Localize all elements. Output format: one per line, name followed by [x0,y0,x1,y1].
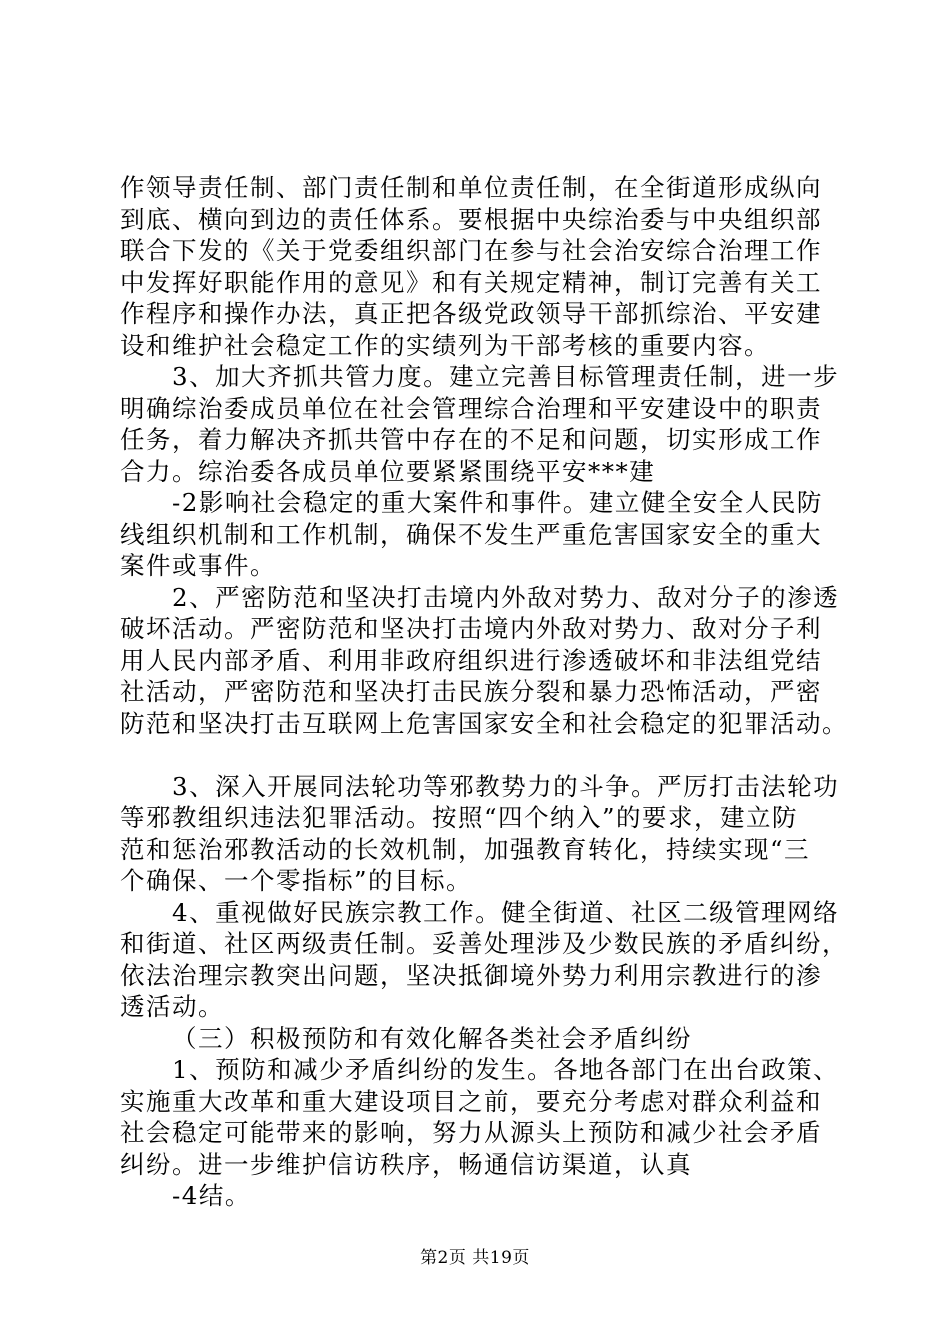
text-line: 中发挥好职能作用的意见》和有关规定精神，制订完善有关工 [120,267,822,297]
text-line: 依法治理宗教突出问题，坚决抵御境外势力利用宗教进行的渗 [120,960,822,990]
text-line: 破坏活动。严密防范和坚决打击境内外敌对势力、敌对分子利 [120,614,822,643]
blank-line [120,739,840,771]
document-body [120,172,848,1212]
text-line: 明确综治委成员单位在社会管理综合治理和平安建设中的职责 [120,393,822,423]
text-line: 等邪教组织违法犯罪活动。按照“四个纳入”的要求，建立防 [120,803,799,832]
text-line: 用人民内部矛盾、利用非政府组织进行渗透破坏和非法组党结 [120,645,822,675]
text-line: 设和维护社会稳定工作的实绩列为干部考核的重要内容。 [120,330,770,360]
text-line: 案件或事件。 [120,551,276,580]
text-line: 社活动，严密防范和坚决打击民族分裂和暴力恐怖活动，严密 [120,677,822,706]
text-line: 合力。综治委各成员单位要紧紧围绕平安***建 [120,456,656,486]
text-line: 和街道、社区两级责任制。妥善处理涉及少数民族的矛盾纠纷， [120,929,848,958]
text-line: 3、加大齐抓共管力度。建立完善目标管理责任制，进一步 [172,362,840,391]
text-line: 实施重大改革和重大建设项目之前，要充分考虑对群众利益和 [120,1086,822,1116]
text-line: 纠纷。进一步维护信访秩序，畅通信访渠道，认真 [120,1149,692,1179]
text-line: 防范和坚决打击互联网上危害国家安全和社会稳定的犯罪活动。 [120,708,848,738]
text-line: 线组织机制和工作机制，确保不发生严重危害国家安全的重大 [120,519,822,549]
text-line: 范和惩治邪教活动的长效机制，加强教育转化，持续实现“三 [120,834,811,864]
text-line: 3、深入开展同法轮功等邪教势力的斗争。严厉打击法轮功 [172,771,840,801]
text-line: 任务，着力解决齐抓共管中存在的不足和问题，切实形成工作 [120,425,822,454]
text-line: 社会稳定可能带来的影响，努力从源头上预防和减少社会矛盾 [120,1118,822,1147]
text-line: 联合下发的《关于党委组织部门在参与社会治安综合治理工作 [120,236,822,265]
text-line: 1、预防和减少矛盾纠纷的发生。各地各部门在出台政策、 [172,1055,840,1084]
text-line: 作领导责任制、部门责任制和单位责任制，在全街道形成纵向 [120,173,822,202]
text-line: -4结。 [172,1181,251,1210]
text-line: 4、重视做好民族宗教工作。健全街道、社区二级管理网络 [172,897,840,927]
page-footer: 第2页 共19页 [420,1248,530,1268]
text-line: 透活动。 [120,992,224,1021]
text-line: （三）积极预防和有效化解各类社会矛盾纠纷 [172,1023,692,1053]
text-line: -2影响社会稳定的重大案件和事件。建立健全安全人民防 [172,488,823,517]
text-line: 到底、横向到边的责任体系。要根据中央综治委与中央组织部 [120,204,822,234]
text-line: 2、严密防范和坚决打击境内外敌对势力、敌对分子的渗透 [172,582,840,612]
text-line: 作程序和操作办法，真正把各级党政领导干部抓综治、平安建 [120,299,822,328]
text-line: 个确保、一个零指标”的目标。 [120,866,473,895]
